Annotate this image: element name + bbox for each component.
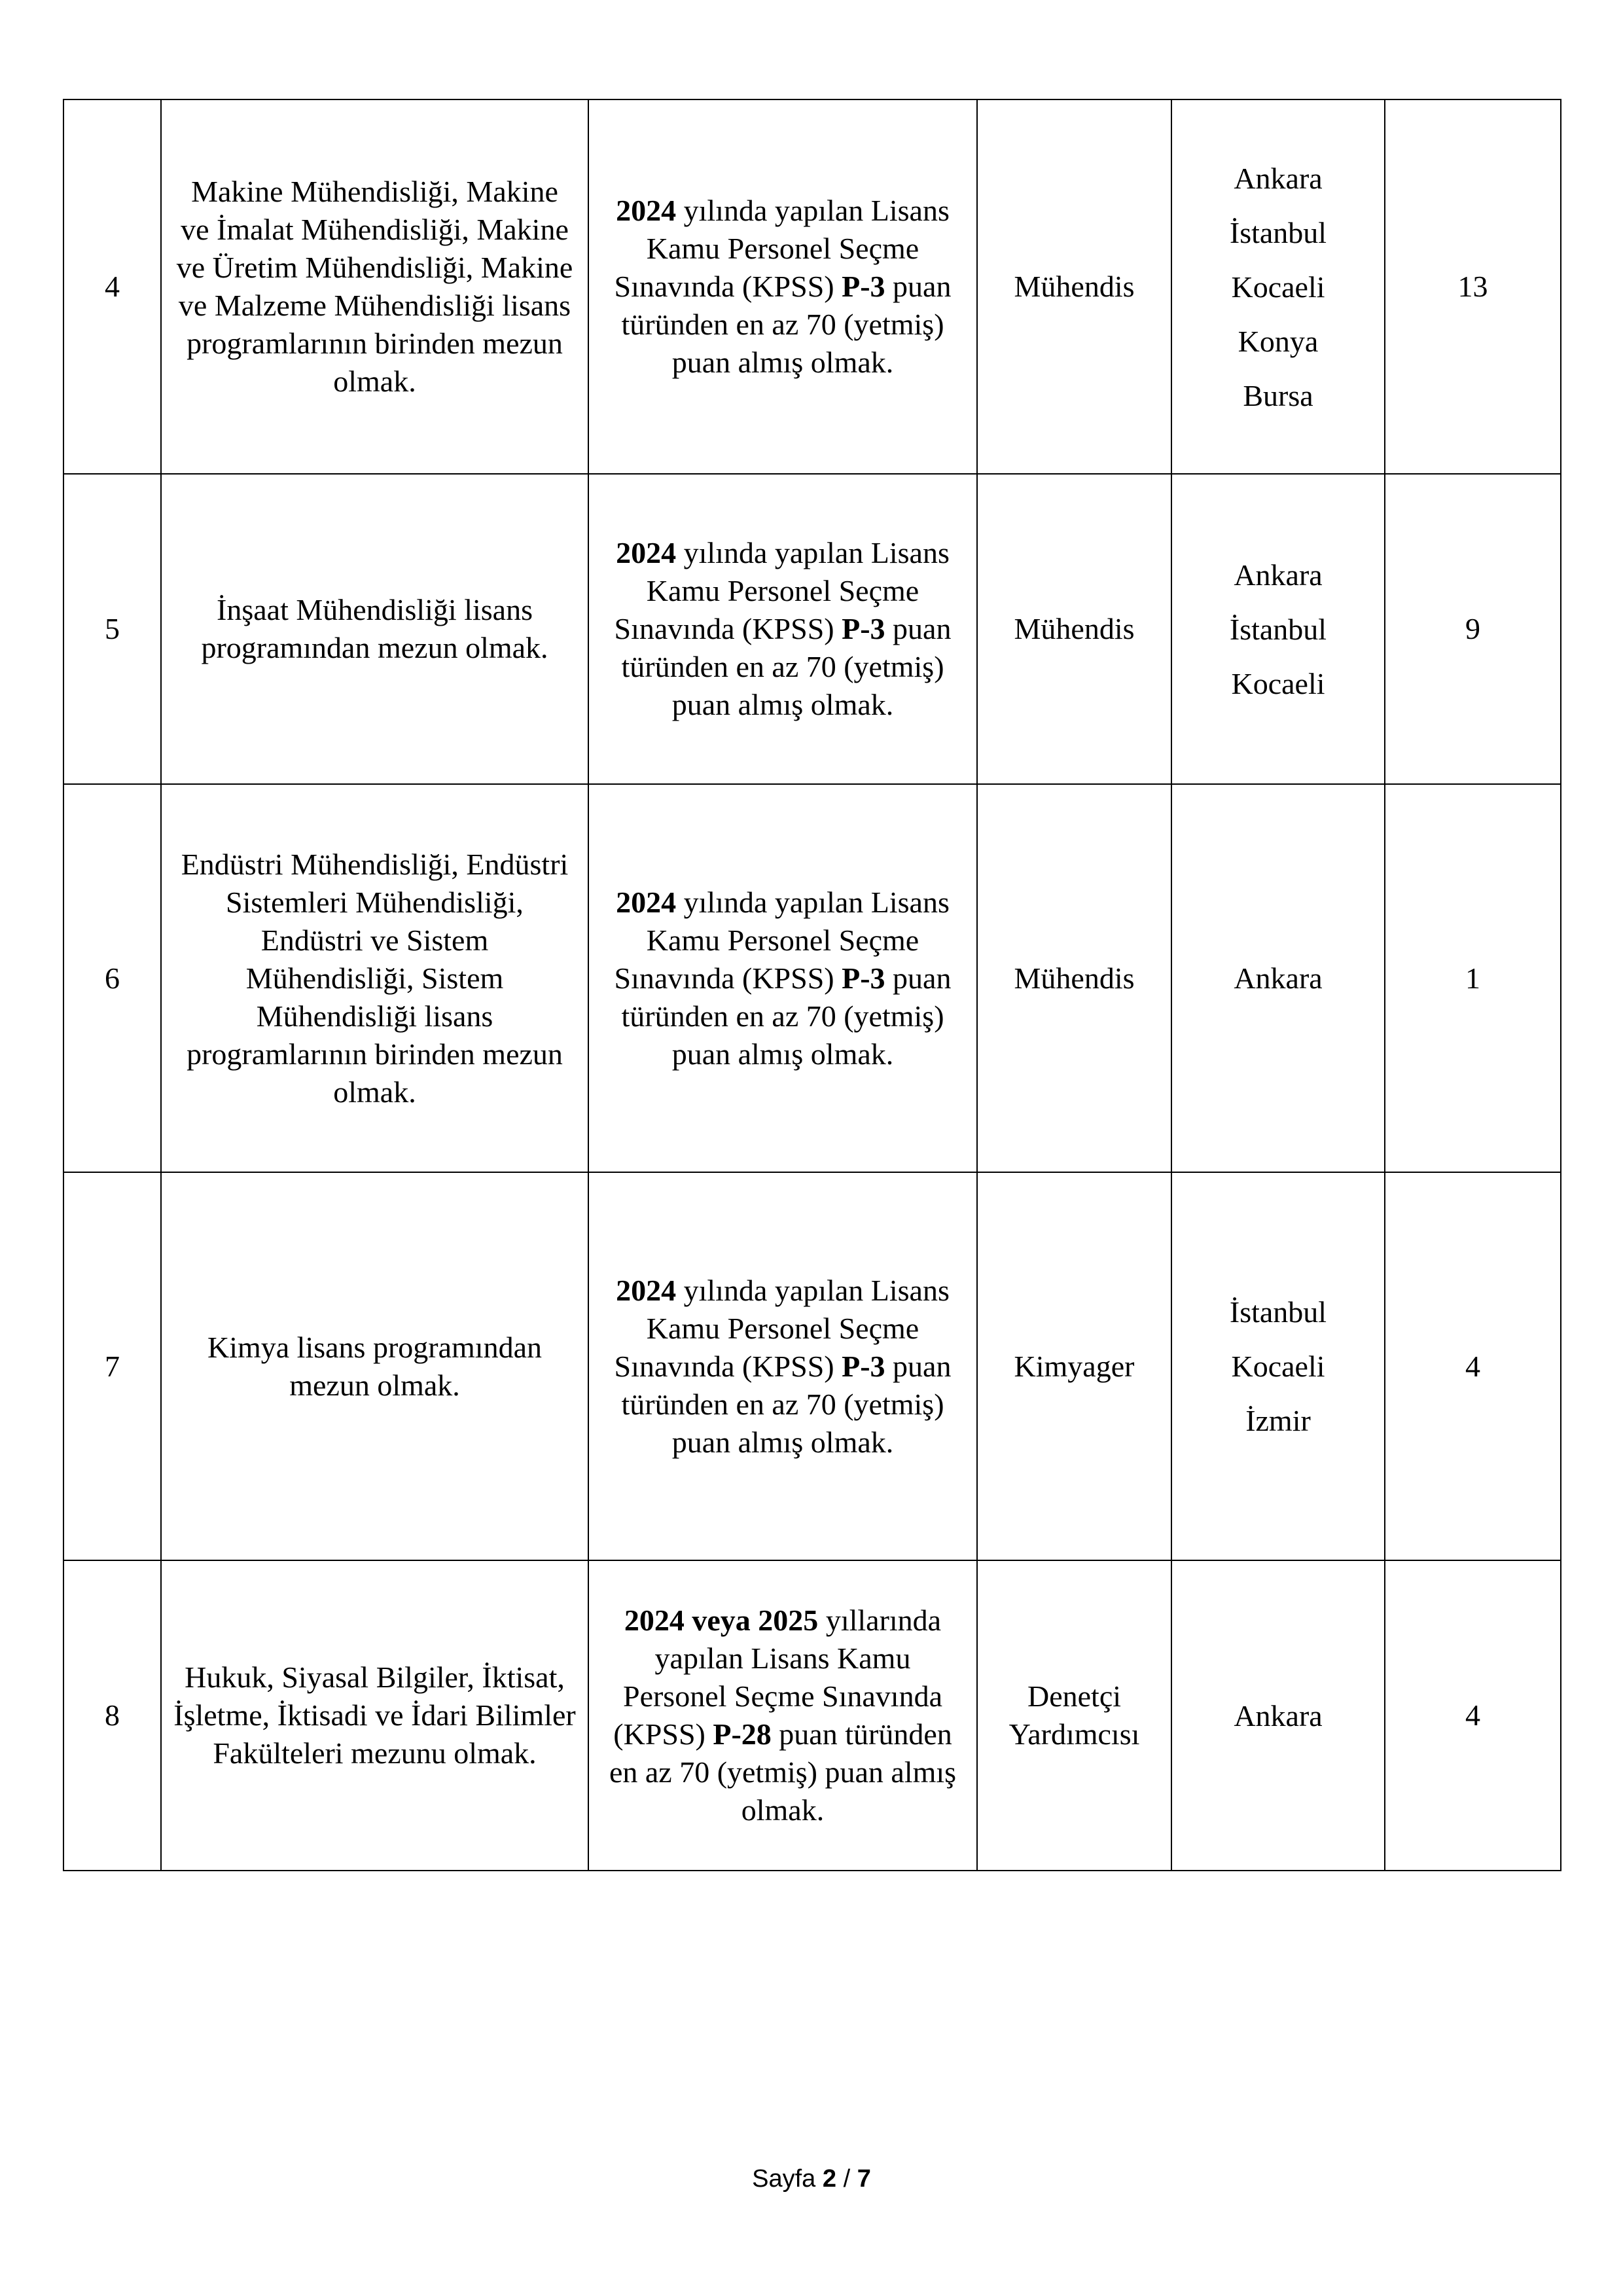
exam-year: 2024 [616, 885, 677, 919]
position-count: 13 [1385, 99, 1561, 474]
education-requirement: Makine Mühendisliği, Makine ve İmalat Mühendisliği, Makine ve Üretim Mühendisliği, Makine ve Malzeme Mühendisliği lisans programlarının birinden mezun olmak. [161, 99, 588, 474]
location-item: Konya [1238, 324, 1319, 358]
score-type: P-3 [842, 1349, 885, 1383]
exam-requirement [588, 1560, 977, 1871]
locations [1171, 1172, 1385, 1560]
location-item: Ankara [1234, 558, 1323, 592]
exam-description: yılında yapılan Lisans Kamu Personel Seçme Sınavında (KPSS) [614, 194, 950, 303]
exam-year: 2024 veya 2025 [624, 1604, 819, 1637]
education-requirement: Hukuk, Siyasal Bilgiler, İktisat, İşletme, İktisadi ve İdari Bilimler Fakülteleri mezunu olmak. [161, 1560, 588, 1871]
position-count: 4 [1385, 1172, 1561, 1560]
row-number: 7 [63, 1172, 161, 1560]
page-total: 7 [857, 2165, 871, 2193]
position-title: Mühendis [977, 99, 1171, 474]
location-item: İstanbul [1229, 1295, 1327, 1329]
table-row [63, 784, 1561, 1172]
exam-year: 2024 [616, 536, 677, 569]
education-requirement: Kimya lisans programından mezun olmak. [161, 1172, 588, 1560]
exam-requirement [588, 784, 977, 1172]
row-number: 8 [63, 1560, 161, 1871]
row-number: 5 [63, 474, 161, 784]
table-row [63, 474, 1561, 784]
table-row [63, 1172, 1561, 1560]
row-number: 4 [63, 99, 161, 474]
exam-requirement [588, 1172, 977, 1560]
location-item: Ankara [1234, 161, 1323, 195]
table-row [63, 1560, 1561, 1871]
position-count: 9 [1385, 474, 1561, 784]
page-label: Sayfa [752, 2165, 816, 2193]
location-item: Kocaeli [1231, 666, 1325, 700]
location-item: Ankara [1234, 1698, 1323, 1732]
location-item: Kocaeli [1231, 270, 1325, 304]
page-current: 2 [822, 2165, 837, 2193]
exam-description: yılında yapılan Lisans Kamu Personel Seçme Sınavında (KPSS) [614, 536, 950, 645]
location-item: İstanbul [1229, 215, 1327, 249]
score-requirement: puan türünden en az 70 (yetmiş) puan almış olmak. [609, 1717, 957, 1827]
location-item: Bursa [1243, 378, 1313, 412]
position-count: 4 [1385, 1560, 1561, 1871]
page-separator: / [843, 2165, 851, 2193]
position-title: Denetçi Yardımcısı [977, 1560, 1171, 1871]
position-title: Mühendis [977, 784, 1171, 1172]
positions-table-body [63, 99, 1561, 1871]
education-requirement: İnşaat Mühendisliği lisans programından mezun olmak. [161, 474, 588, 784]
positions-table [63, 99, 1561, 1871]
exam-requirement [588, 474, 977, 784]
table-row [63, 99, 1561, 474]
exam-year: 2024 [616, 194, 677, 227]
page-footer [0, 2165, 1623, 2193]
exam-requirement [588, 99, 977, 474]
locations [1171, 474, 1385, 784]
score-type: P-3 [842, 612, 885, 645]
location-item: Kocaeli [1231, 1350, 1325, 1383]
score-requirement: puan türünden en az 70 (yetmiş) puan almış olmak. [621, 961, 952, 1071]
row-number: 6 [63, 784, 161, 1172]
score-requirement: puan türünden en az 70 (yetmiş) puan almış olmak. [621, 1349, 952, 1459]
score-type: P-3 [842, 270, 885, 303]
exam-year: 2024 [616, 1273, 677, 1307]
score-type: P-3 [842, 961, 885, 995]
score-requirement: puan türünden en az 70 (yetmiş) puan almış olmak. [621, 612, 952, 721]
education-requirement: Endüstri Mühendisliği, Endüstri Sistemleri Mühendisliği, Endüstri ve Sistem Mühendisliği, Sistem Mühendisliği lisans programlarının birinden mezun olmak. [161, 784, 588, 1172]
exam-description: yılında yapılan Lisans Kamu Personel Seçme Sınavında (KPSS) [614, 885, 950, 995]
location-item: Ankara [1234, 961, 1323, 995]
exam-description: yıllarında yapılan Lisans Kamu Personel Seçme Sınavında (KPSS) [613, 1604, 942, 1751]
locations [1171, 784, 1385, 1172]
location-item: İzmir [1245, 1404, 1311, 1437]
locations [1171, 1560, 1385, 1871]
position-title: Mühendis [977, 474, 1171, 784]
position-count: 1 [1385, 784, 1561, 1172]
position-title: Kimyager [977, 1172, 1171, 1560]
exam-description: yılında yapılan Lisans Kamu Personel Seçme Sınavında (KPSS) [614, 1273, 950, 1383]
location-item: İstanbul [1229, 612, 1327, 646]
score-type: P-28 [713, 1717, 772, 1751]
score-requirement: puan türünden en az 70 (yetmiş) puan almış olmak. [621, 270, 952, 379]
locations [1171, 99, 1385, 474]
